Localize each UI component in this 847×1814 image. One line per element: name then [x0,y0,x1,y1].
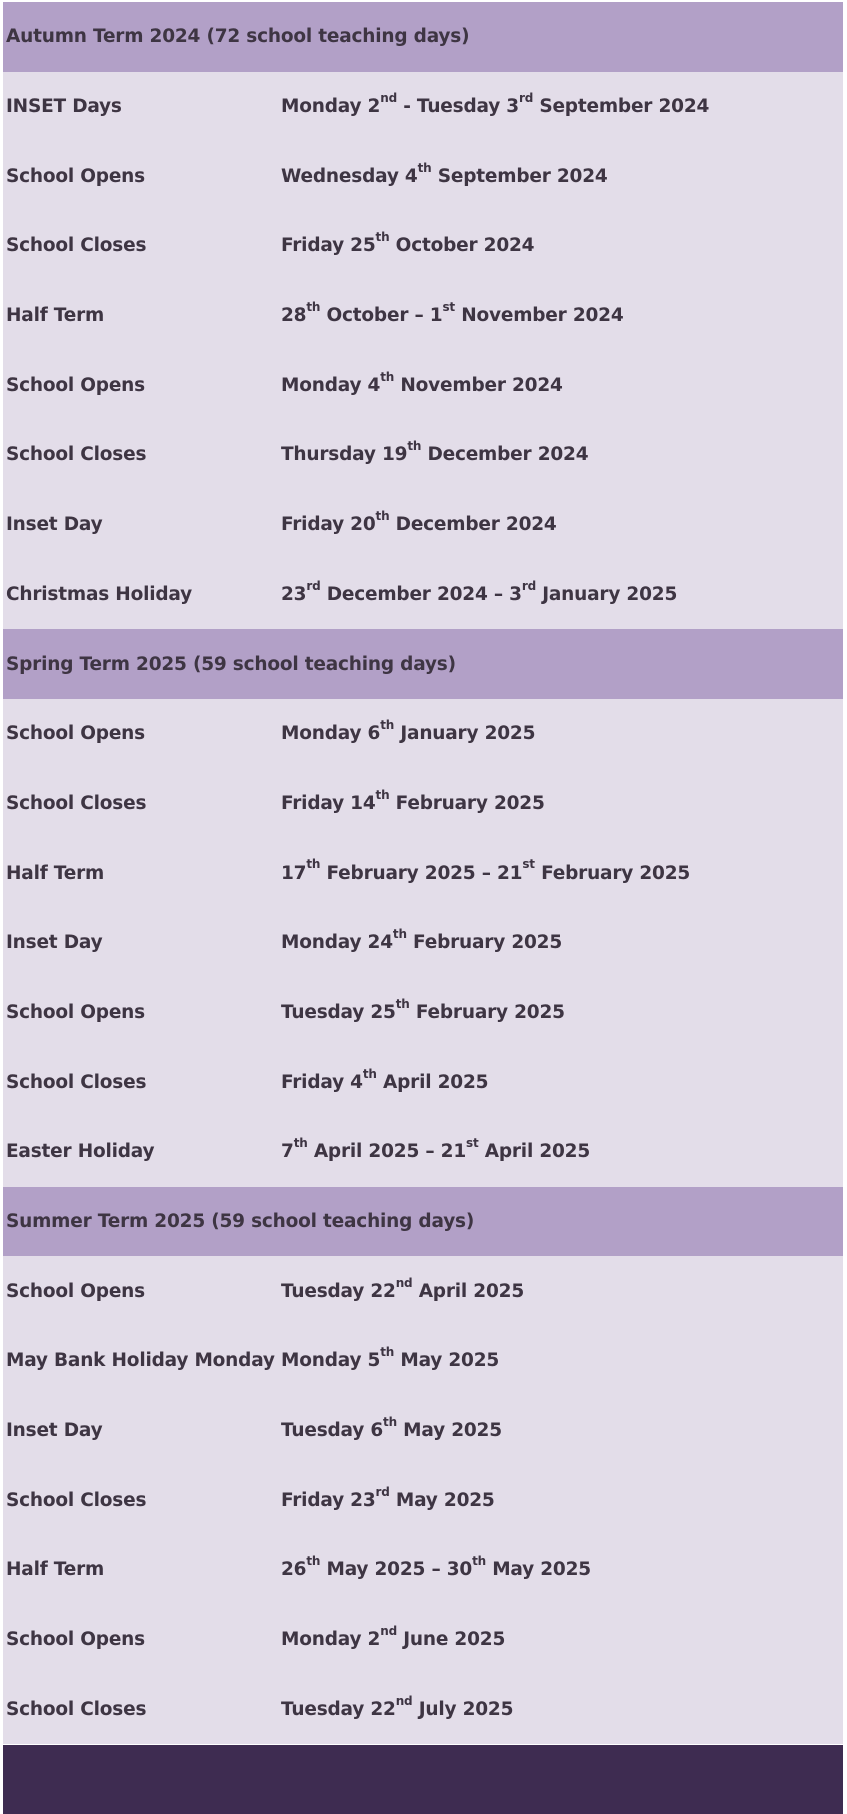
ordinal-suffix: st [442,299,455,314]
ordinal-suffix: th [306,299,321,314]
event-date [281,160,608,187]
ordinal-suffix: th [380,718,395,733]
date-text: September 2024 [431,165,608,187]
ordinal-suffix: th [306,1554,321,1569]
date-text: - Tuesday 3 [396,96,519,118]
event-date [281,857,691,884]
event-label: Inset Day [6,514,103,536]
event-date [281,787,545,814]
event-label: May Bank Holiday Monday [6,1350,275,1372]
ordinal-suffix: th [306,857,321,872]
footer-bar [3,1745,843,1814]
date-text: Thursday 19 [281,444,408,466]
event-label: School Closes [6,792,147,814]
event-date [281,1275,524,1302]
term-header [3,2,843,72]
term-header [3,629,843,699]
event-label: School Opens [6,1280,145,1302]
event-date [281,927,563,954]
table-row [3,838,843,908]
date-text: December 2024 – 3 [320,583,522,605]
date-text: November 2024 [454,305,624,327]
table-row [3,1605,843,1675]
date-text: Monday 5 [281,1350,381,1372]
event-date [281,1693,514,1720]
table-row [3,1326,843,1396]
date-text: May 2025 [389,1489,495,1511]
ordinal-suffix: rd [518,90,534,105]
date-text: 23 [281,583,307,605]
event-label: Christmas Holiday [6,583,192,605]
date-text: Tuesday 6 [281,1420,384,1442]
ordinal-suffix: th [375,509,390,523]
ordinal-suffix: nd [380,90,397,105]
date-text: September 2024 [533,96,710,118]
event-date [281,1624,506,1651]
ordinal-suffix: rd [375,1484,390,1499]
table-row [3,72,843,142]
event-date [281,1136,591,1163]
event-label: School Opens [6,1629,145,1651]
table-row [3,211,843,281]
event-date [281,718,536,745]
ordinal-suffix: th [392,927,407,942]
date-text: Friday 20 [281,514,376,536]
term-title: Spring Term 2025 (59 school teaching days) [6,653,456,675]
date-text: Friday 4 [281,1071,363,1093]
event-label: Half Term [6,305,105,327]
date-text: Friday 14 [281,792,376,814]
date-text: Friday 25 [281,235,376,257]
event-date [281,1484,495,1511]
event-date [281,369,563,396]
table-row [3,490,843,560]
date-text: May 2025 [485,1559,591,1581]
event-date [281,1554,591,1581]
date-text: December 2024 [421,444,589,466]
ordinal-suffix: nd [380,1624,397,1638]
table-row [3,1047,843,1117]
ordinal-suffix: th [395,996,410,1011]
date-text: December 2024 [389,514,557,536]
ordinal-suffix: th [375,230,390,245]
event-label: INSET Days [6,96,122,118]
event-label: School Opens [6,1001,145,1023]
event-date [281,1066,489,1093]
table-row [3,1465,843,1535]
table-row [3,908,843,978]
event-label: School Closes [6,444,147,466]
table-row [3,141,843,211]
ordinal-suffix: nd [395,1275,413,1290]
term-header [3,1187,843,1257]
date-text: Monday 2 [281,1629,381,1651]
table-row [3,978,843,1048]
ordinal-suffix: th [417,160,432,175]
event-date [281,439,589,466]
ordinal-suffix: th [407,439,422,454]
date-text: February 2025 [389,792,545,814]
ordinal-suffix: th [472,1554,486,1569]
event-label: Inset Day [6,1420,103,1442]
date-text: July 2025 [412,1698,514,1720]
date-text: Wednesday 4 [281,165,418,187]
date-text: 17 [281,862,307,884]
table-row [3,1535,843,1605]
date-text: April 2025 [412,1280,524,1302]
ordinal-suffix: th [380,369,395,384]
ordinal-suffix: th [293,1136,308,1151]
date-text: April 2025 [376,1071,489,1093]
ordinal-suffix: rd [521,578,536,593]
event-label: Half Term [6,862,105,884]
event-label: School Closes [6,235,147,257]
table-row [3,1117,843,1187]
date-text: Monday 24 [281,932,393,954]
date-text: 7 [281,1141,294,1163]
table-row [3,350,843,420]
event-date [281,996,565,1023]
term-title: Autumn Term 2024 (72 school teaching days) [6,26,470,48]
term-dates-table [3,2,843,1744]
table-row [3,1256,843,1326]
event-label: School Closes [6,1698,147,1720]
event-label: Easter Holiday [6,1141,155,1163]
date-text: June 2025 [396,1629,506,1651]
date-text: February 2025 – 21 [320,862,523,884]
ordinal-suffix: th [383,1414,397,1429]
event-date [281,299,624,327]
date-text: Tuesday 25 [281,1001,396,1023]
event-label: Half Term [6,1559,105,1581]
date-text: Tuesday 22 [281,1698,396,1720]
table-row [3,281,843,351]
event-date [281,578,678,605]
event-date [281,90,710,118]
event-label: School Opens [6,723,145,745]
ordinal-suffix: nd [395,1693,413,1708]
date-text: May 2025 [394,1350,500,1372]
date-text: Monday 4 [281,374,381,396]
date-text: January 2025 [394,723,536,745]
date-text: February 2025 [406,932,563,954]
date-text: November 2024 [394,374,563,396]
event-date [281,1414,502,1442]
date-text: 26 [281,1559,307,1581]
date-text: Monday 2 [281,96,381,118]
date-text: Monday 6 [281,723,381,745]
ordinal-suffix: st [466,1136,479,1151]
date-text: February 2025 [534,862,691,884]
date-text: Friday 23 [281,1489,376,1511]
ordinal-suffix: th [380,1345,395,1360]
table-row [3,1396,843,1466]
table-row [3,560,843,630]
date-text: May 2025 [396,1420,502,1442]
event-date [281,509,557,536]
date-text: 28 [281,305,307,327]
event-label: School Opens [6,374,145,396]
event-date [281,1345,500,1372]
event-date [281,230,535,257]
ordinal-suffix: th [362,1066,377,1081]
ordinal-suffix: rd [306,578,321,593]
date-text: April 2025 [478,1141,591,1163]
term-title: Summer Term 2025 (59 school teaching days) [6,1211,475,1233]
ordinal-suffix: th [375,787,390,802]
event-label: School Opens [6,165,145,187]
date-text: February 2025 [409,1001,565,1023]
table-row [3,1675,843,1745]
table-row [3,769,843,839]
event-label: School Closes [6,1489,147,1511]
table-row [3,420,843,490]
date-text: January 2025 [535,583,678,605]
date-text: October – 1 [320,305,443,327]
table-row [3,699,843,769]
date-text: April 2025 – 21 [307,1141,466,1163]
event-label: Inset Day [6,932,103,954]
date-text: October 2024 [389,235,535,257]
date-text: Tuesday 22 [281,1280,396,1302]
date-text: May 2025 – 30 [320,1559,473,1581]
ordinal-suffix: st [522,857,535,872]
event-label: School Closes [6,1071,147,1093]
